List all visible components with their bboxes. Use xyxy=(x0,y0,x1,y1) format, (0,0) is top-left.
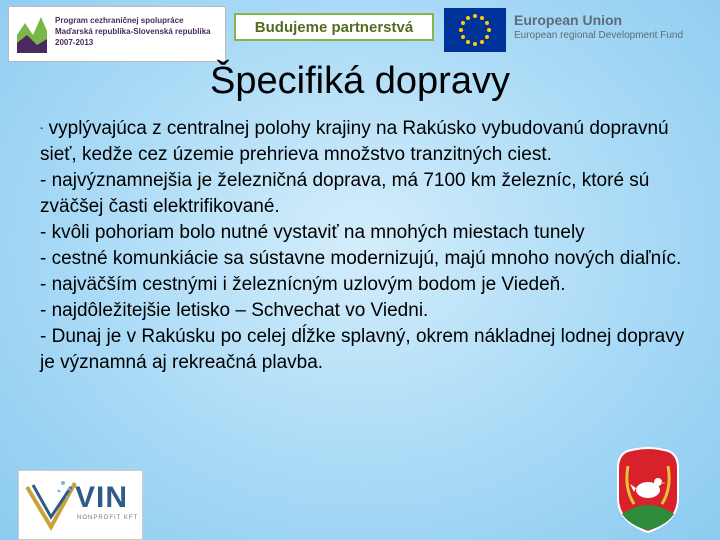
eu-subtitle: European regional Development Fund xyxy=(514,30,683,41)
program-logo-line-1: Program cezhraničnej spolupráce xyxy=(55,16,184,25)
program-logo-line-2: Maďarská republika-Slovenská republika xyxy=(55,27,211,36)
slide-title: Špecifiká dopravy xyxy=(210,60,510,102)
vin-logo xyxy=(18,470,143,540)
slide-body xyxy=(40,116,700,376)
first-dash: - xyxy=(40,123,44,134)
vin-subtitle: NONPROFIT KFT xyxy=(77,515,139,521)
coat-of-arms-icon xyxy=(612,442,684,534)
partnership-logo xyxy=(234,13,434,41)
first-text: vyplývajúca z centralnej polohy krajiny na Rakúsko vybudovanú dopravnú sieť, kedže cez územie prehrieva množstvo tranzitných ciest. xyxy=(40,118,669,165)
program-mark-icon xyxy=(15,13,49,55)
bullet-item: - najvýznamnejšia je železničná doprava, má 7100 km železníc, ktoré sú zväčšej časti elektrifikované. xyxy=(40,170,650,217)
partnership-label: Budujeme partnerstvá xyxy=(254,18,414,36)
bullet-item: - najväčším cestnými i železnícným uzlovým bodom je Viedeň. xyxy=(40,274,566,295)
bullet-item: - kvôli pohoriam bolo nutné vystaviť na mnohých miestach tunely xyxy=(40,222,585,243)
program-logo xyxy=(8,6,226,62)
eu-title: European Union xyxy=(514,12,623,28)
program-logo-line-3: 2007-2013 xyxy=(55,38,94,47)
eu-flag-icon xyxy=(444,8,506,52)
vin-swoosh-icon xyxy=(23,473,79,539)
bullet-item: - najdôležitejšie letisko – Schvechat vo Viedni. xyxy=(40,300,429,321)
eu-text xyxy=(514,12,683,41)
vin-word: VIN xyxy=(75,481,129,514)
bullet-item: - cestné komunkiácie sa sústavne modernizujú, majú mnoho nových diaľníc. xyxy=(40,248,682,269)
header-logos xyxy=(0,0,720,60)
body-paragraph xyxy=(40,116,700,168)
bullet-item: - Dunaj je v Rakúsku po celej dĺžke splavný, okrem nákladnej lodnej dopravy je významná aj rekreačná plavba. xyxy=(40,326,685,373)
